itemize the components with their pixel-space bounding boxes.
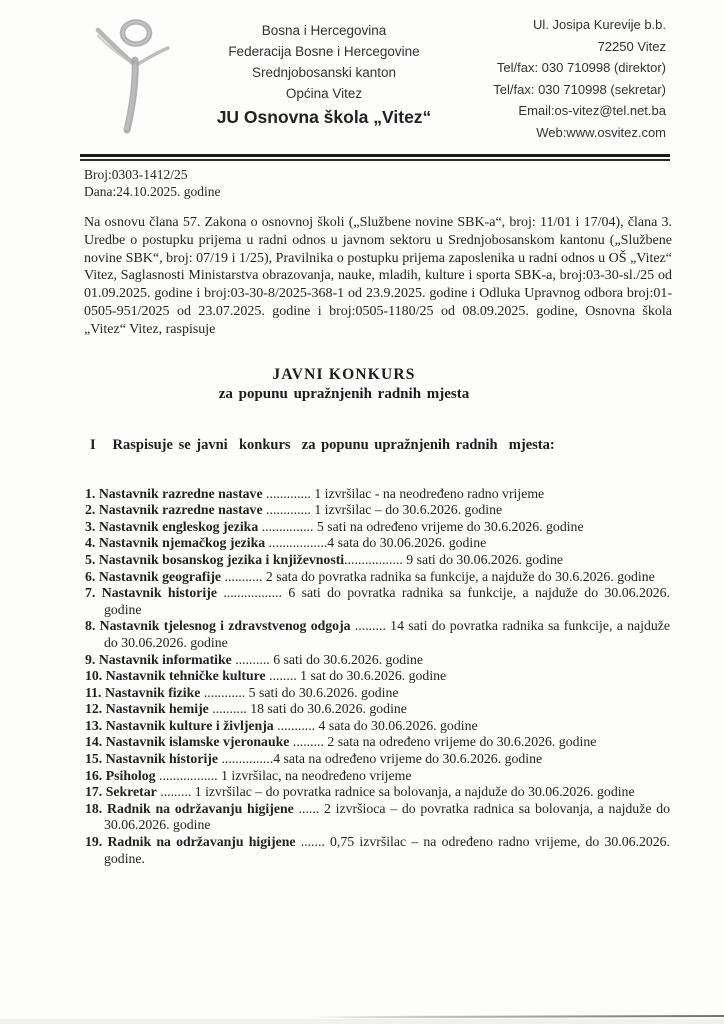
contact-web: Web:www.osvitez.com [536, 124, 666, 140]
position-item [85, 535, 670, 552]
position-title: Nastavnik historije [101, 585, 217, 601]
org-line-country: Bosna i Hercegovina [261, 23, 387, 38]
position-number: 12. [85, 701, 103, 717]
position-title: Sekretar [105, 784, 157, 800]
contact-city: 72250 Vitez [597, 38, 666, 54]
legal-intro-paragraph: Na osnovu člana 57. Zakona o osnovnoj školi („Službene novine SBK-a“, broj: 11/01 i 17/04), člana 3. Uredbe o postupku prijema u radni odnos u javnom sektoru u Srednjobosanskom kantonu („Službene novine SBK“, broj: 07/19 i 1/25), Pravilnika o postupku prijema zaposlenika u radni odnos u OŠ „Vitez“ Vitez, Saglasnosti Ministarstva obrazovanja, nauke, mladih, kulture i sporta SBK-a, broj:03-30-sl./25 od 01.09.2025. godine i broj:03-30-8/2025-368-1 od 23.9.2025. godine i Odluka Upravnog odbora broj:01-0505-951/2025 od 23.07.2025. godine i broj:0505-1180/25 od 08.09.2025. godine, Osnovna škola „Vitez“ Vitez, raspisuje [84, 215, 672, 337]
contact-phone-director: Tel/fax: 030 710998 (direktor) [496, 60, 666, 75]
position-details: ......... 2 sata na određeno vrijeme do 30.6.2026. godine [289, 734, 597, 750]
position-details: ................. 6 sati do povratka radnika sa funkcije, a najduže do 30.06.2026. godine [104, 585, 670, 617]
position-title: Nastavnik informatike [98, 651, 232, 667]
position-number: 1. [85, 485, 96, 501]
position-item [85, 569, 670, 586]
position-number: 15. [85, 751, 103, 767]
position-details: ........... 4 sata do 30.06.2026. godine [273, 717, 478, 733]
position-number: 13. [85, 717, 103, 733]
position-item [85, 701, 670, 718]
position-details: ...... 2 izvršioca – do povratka radnica sa bolovanja, a najduže do 30.06.2026. godine [104, 800, 671, 833]
school-name: JU Osnovna škola „Vitez“ [216, 107, 432, 127]
letterhead [0, 0, 724, 147]
position-item [85, 834, 670, 867]
position-item [85, 486, 670, 503]
position-title: Nastavnik tjelesnog i zdravstvenog odgoja [99, 618, 351, 634]
position-item [85, 784, 670, 801]
contact-address: Ul. Josipa Kurevije b.b. [533, 17, 666, 32]
school-logo [92, 16, 178, 143]
position-details: ....... 0,75 izvršilac – na određeno radno vrijeme, do 30.06.2026. godine. [104, 834, 671, 866]
position-title: Nastavnik razredne nastave [98, 502, 263, 518]
document-title-sub: za popunu upražnjenih radnih mjesta [218, 385, 470, 402]
position-details: .......... 18 sati do 30.6.2026. godine [208, 701, 407, 717]
position-title: Nastavnik fizike [104, 684, 201, 700]
org-block [174, 20, 474, 129]
position-title: Nastavnik kulture i življenja [105, 717, 274, 733]
position-item [85, 734, 670, 751]
header-divider [80, 154, 670, 161]
position-details: ............. 1 izvršilac - na neodređeno radno vrijeme [262, 485, 545, 501]
position-number: 4. [85, 535, 96, 551]
position-title: Nastavnik hemije [105, 701, 209, 717]
position-number: 10. [85, 668, 103, 684]
position-details: .......... 6 sati do 30.6.2026. godine [231, 651, 424, 667]
position-number: 9. [85, 651, 96, 667]
org-line-municipality: Općina Vitez [285, 86, 363, 101]
position-item [85, 585, 670, 618]
position-number: 3. [85, 518, 96, 534]
position-number: 7. [85, 585, 96, 601]
position-details: ......... 1 izvršilac – do povratka radnice sa bolovanja, a najduže do 30.06.2026. godine [156, 784, 635, 800]
position-details: ........... 2 sata do povratka radnika sa funkcije, a najduže do 30.6.2026. godine [221, 568, 655, 584]
position-title: Nastavnik geografije [98, 568, 222, 584]
section-heading: I Raspisuje se javni konkurs za popunu upražnjenih radnih mjesta: [90, 436, 555, 453]
position-details: ............ 5 sati do 30.6.2026. godine [200, 684, 399, 700]
position-details: ...............4 sata na određeno vrijeme do 30.6.2026. godine [218, 751, 543, 767]
position-item [85, 801, 670, 834]
position-title: Psiholog [105, 767, 156, 783]
position-item [85, 502, 670, 519]
position-item [85, 685, 670, 702]
position-item [85, 519, 670, 536]
position-title: Radnik na održavanju higijene [107, 800, 294, 816]
position-title: Radnik na održavanju higijene [107, 834, 296, 850]
position-details: ............... 5 sati na određeno vrijeme do 30.6.2026. godine [258, 518, 584, 534]
position-number: 19. [85, 834, 103, 850]
document-title [0, 365, 706, 404]
contact-email: Email:os-vitez@tel.net.ba [518, 103, 666, 118]
org-line-canton: Srednjobosanski kanton [251, 65, 397, 80]
contact-phone-secretary: Tel/fax: 030 710998 (sekretar) [493, 81, 666, 97]
contact-block [474, 14, 666, 143]
person-figure-logo-icon [92, 16, 174, 138]
position-title: Nastavnik razredne nastave [98, 485, 263, 501]
position-item [85, 652, 670, 669]
position-item [85, 668, 670, 685]
scan-artifact-strip [0, 1019, 724, 1024]
position-item [85, 618, 670, 651]
position-title: Nastavnik islamske vjeronauke [105, 734, 290, 750]
document-date: Dana:24.10.2025. godine [84, 184, 221, 199]
position-title: Nastavnik historije [105, 751, 218, 767]
position-details: ................. 1 izvršilac, na neodređeno vrijeme [155, 767, 412, 783]
reference-number: Broj:0303-1412/25 [84, 167, 188, 182]
position-title: Nastavnik bosanskog jezika i književnosti [98, 551, 345, 567]
position-number: 5. [85, 551, 96, 567]
position-item [85, 768, 670, 785]
document-meta [84, 166, 670, 200]
position-details: ........ 1 sat do 30.6.2026. godine [265, 668, 447, 684]
position-item [85, 751, 670, 768]
positions-list [85, 486, 694, 868]
position-number: 18. [85, 800, 103, 816]
position-number: 16. [85, 767, 103, 783]
position-number: 11. [85, 684, 102, 700]
position-title: Nastavnik engleskog jezika [98, 518, 259, 534]
position-details: ............. 1 izvršilac – do 30.6.2026. godine [262, 502, 503, 518]
position-number: 8. [85, 618, 96, 634]
position-title: Nastavnik tehničke kulture [105, 668, 266, 684]
position-details: ......... 14 sati do povratka radnika sa funkcije, a najduže do 30.06.2026. godine [104, 618, 671, 650]
position-details: ................. 9 sati do 30.06.2026. godine [344, 551, 563, 567]
position-number: 14. [85, 734, 103, 750]
position-number: 17. [85, 784, 103, 800]
position-item [85, 552, 670, 569]
position-number: 2. [85, 502, 96, 518]
document-title-main: JAVNI KONKURS [272, 365, 416, 383]
position-title: Nastavnik njemačkog jezika [98, 535, 266, 551]
position-number: 6. [85, 568, 96, 584]
org-line-federation: Federacija Bosne i Hercegovine [228, 44, 420, 59]
position-details: .................4 sata do 30.06.2026. godine [265, 535, 487, 551]
position-item [85, 718, 670, 735]
